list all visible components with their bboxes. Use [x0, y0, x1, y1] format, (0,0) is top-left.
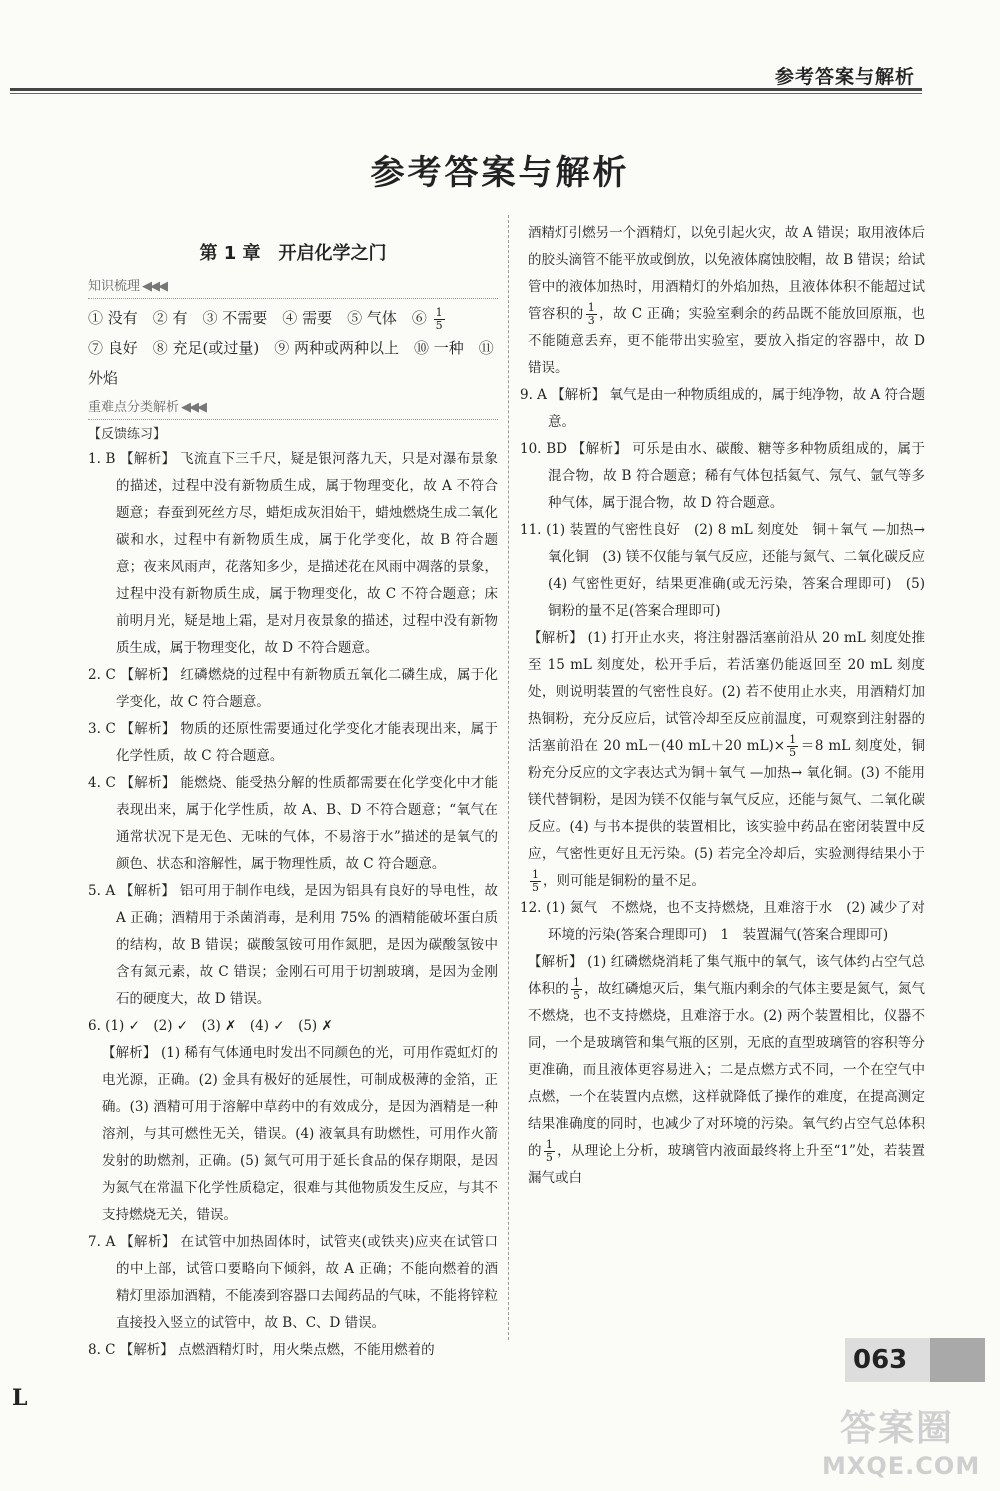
subsection-label: 【反馈练习】	[88, 427, 167, 442]
arrows-icon: ◀◀◀	[181, 400, 206, 415]
running-header: 参考答案与解析	[775, 66, 916, 88]
answer-item: 11. (1) 装置的气密性良好 (2) 8 mL 刻度处 铜＋氧气 —加热→ 氧化铜 (3) 镁不仅能与氧气反应，还能与氮气、二氧化碳反应 (4) 气密性更好，结果更准确(或无污染，答案合理即可) (5) 铜粉的量不足(答案合理即可)	[520, 522, 939, 619]
chapter-title: 第 1 章 开启化学之门	[199, 243, 387, 264]
answer-item: 8. C 【解析】 点燃酒精灯时，用火柴点燃，不能用燃着的	[88, 1342, 435, 1358]
arrows-icon: ◀◀◀	[142, 279, 167, 294]
answer-item: 3. C 【解析】 物质的还原性需要通过化学变化才能表现出来，属于化学性质，故 C 符合题意。	[88, 721, 498, 764]
answer-item: 7. A 【解析】 在试管中加热固体时，试管夹(或铁夹)应夹在试管口的中上部，试管口要略向下倾斜，故 A 正确；不能向燃着的酒精灯里添加酒精，不能凑到容器口去闻药品的气味，不能将锌粒直接投入竖立的试管中，故 B、C、D 错误。	[88, 1234, 498, 1331]
answer-item: 12. (1) 氮气 不燃烧，也不支持燃烧，且难溶于水 (2) 减少了对环境的污染(答案合理即可) 1 装置漏气(答案合理即可)	[520, 900, 925, 943]
fraction: $\frac{1}{3}$	[587, 301, 595, 327]
answer-item: 6. (1) ✓ (2) ✓ (3) ✗ (4) ✓ (5) ✗	[88, 1018, 333, 1034]
fraction: $\frac{1}{5}$	[572, 976, 580, 1002]
page-title: 参考答案与解析	[370, 153, 630, 193]
watermark-logo: 答案圈	[840, 1408, 955, 1449]
fraction: $\frac{1}{5}$	[435, 305, 443, 332]
answer-analysis: 【解析】 (1) 红磷燃烧消耗了集气瓶中的氧气，该气体约占空气总体积的 $\frac{1}{5}$ ，故红磷熄灭后，集气瓶内剩余的气体主要是氮气，氮气不燃烧，也不支持燃烧，且难溶于水。(2) 两个装置相比，仪器不同，一个是玻璃管和集气瓶的区别，无底的直型玻璃管的容积等分更准确，而且液体更容易进入；二是点燃方式不同，一个在空气中点燃，一个在装置内点燃，这样就降低了操作的难度，在提高测定结果准确度的同时，也减少了对环境的污染。氧气约占空气总体积的 $\frac{1}{5}$ ，从理论上分析，玻璃管内液面最终将上升至“1”处，若装置漏气或白	[528, 954, 926, 1186]
page-number-bar	[930, 1338, 985, 1382]
fraction: $\frac{1}{5}$	[532, 868, 539, 894]
section-heading-analysis: 重难点分类解析 ◀◀◀	[88, 397, 498, 420]
answer-item: 10. BD 【解析】 可乐是由水、碳酸、糖等多种物质组成的，属于混合物，故 B 符合题意；稀有气体包括氦气、氖气、氩气等多种气体，属于混合物，故 D 符合题意。	[520, 441, 925, 511]
answer-item: 9. A 【解析】 氧气是由一种物质组成的，属于纯净物，故 A 符合题意。	[520, 387, 925, 430]
answer-item: 2. C 【解析】 红磷燃烧的过程中有新物质五氧化二磷生成，属于化学变化，故 C 符合题意。	[88, 667, 498, 710]
fraction: $\frac{1}{5}$	[789, 733, 797, 759]
answer-item: 4. C 【解析】 能燃烧、能受热分解的性质都需要在化学变化中才能表现出来，属于化学性质，故 A、B、D 不符合题意；“氧气在通常状况下是无色、无味的气体，不易溶于水”描述的是氧气的颜色、状态和溶解性，属于物理性质，故 C 符合题意。	[88, 775, 498, 872]
section-heading-knowledge: 知识梳理 ◀◀◀	[88, 276, 498, 299]
right-column	[520, 220, 939, 1192]
page-number: 063	[853, 1345, 908, 1375]
left-column	[88, 238, 498, 1364]
header-rule	[10, 88, 922, 91]
answer-item: 5. A 【解析】 铝可用于制作电线，是因为铝具有良好的导电性，故 A 正确；酒精用于杀菌消毒，是利用 75% 的酒精能破坏蛋白质的结构，故 B 错误；碳酸氢铵可用作氮肥，是因为碳酸氢铵中含有氮元素，故 C 错误；金刚石可用于切割玻璃，是因为金刚石的硬度大，故 D 错误。	[88, 883, 498, 1007]
fraction: $\frac{1}{5}$	[545, 1138, 553, 1164]
answer-item: 1. B 【解析】 飞流直下三千尺，疑是银河落九天，只是对瀑布景象的描述，过程中没有新物质生成，属于物理变化，故 A 不符合题意；春蚕到死丝方尽，蜡炬成灰泪始干，蜡烛燃烧生成二氧化碳和水，过程中有新物质生成，属于化学变化，故 B 符合题意；夜来风雨声，花落知多少，是描述花在风雨中凋落的景象，过程中没有新物质生成，属于物理变化，故 C 不符合题意；床前明月光，疑是地上霜，是对月夜景象的描述，过程中没有新物质生成，属于物理变化，故 D 不符合题意。	[88, 451, 498, 656]
answer-continuation: 酒精灯引燃另一个酒精灯，以免引起火灾，故 A 错误；取用液体后的胶头滴管不能平放或倒放，以免液体腐蚀胶帽，故 B 错误；给试管中的液体加热时，用酒精灯的外焰加热，且液体体积不能超过试管容积的 $\frac{1}{3}$ ，故 C 正确；实验室剩余的药品既不能放回原瓶，也不能随意丢弃，更不能带出实验室，要放入指定的容器中，故 D 错误。	[528, 225, 925, 376]
answer-analysis: 【解析】 (1) 稀有气体通电时发出不同颜色的光，可用作霓虹灯的电光源，正确。(2) 金具有极好的延展性，可制成极薄的金箔，正确。(3) 酒精可用于溶解中草药中的有效成分，是因为酒精是一种溶剂，与其可燃性无关，错误。(4) 液氧具有助燃性，可用作火箭发射的助燃剂，正确。(5) 氮气可用于延长食品的保存期限，是因为氮气在常温下化学性质稳定，很难与其他物质发生反应，与其不支持燃烧无关，错误。	[102, 1045, 498, 1223]
answer-analysis: 【解析】 (1) 打开止水夹，将注射器活塞前沿从 20 mL 刻度处推至 15 mL 刻度处，松开手后，若活塞仍能返回至 20 mL 刻度处，则说明装置的气密性良好。(2) 若不使用止水夹，用酒精灯加热铜粉，充分反应后，试管冷却至反应前温度，可观察到注射器的活塞前沿在 20 mL－(40 mL＋20 mL)× $\frac{1}{5}$ ＝8 mL 刻度处，铜粉充分反应的文字表达式为铜＋氧气 —加热→ 氧化铜。(3) 不能用镁代替铜粉，是因为镁不仅能与氧气反应，还能与氮气、二氧化碳反应。(4) 与书本提供的装置相比，该实验中药品在密闭装置中反应，气密性更好且无污染。(5) 若完全冷却后，实验测得结果小于 $\frac{1}{5}$ ，则可能是铜粉的量不足。	[528, 630, 925, 894]
column-divider	[508, 215, 509, 1340]
header-rule-thin	[10, 93, 922, 94]
watermark-url: MXQE.COM	[822, 1452, 981, 1480]
corner-mark: L	[12, 1385, 28, 1411]
knowledge-answers: ① 没有 ② 有 ③ 不需要 ④ 需要 ⑤ 气体 ⑥ $\frac{1}{5}$ ⑦ 良好 ⑧ 充足(或过量) ⑨ 两种或两种以上 ⑩ 一种 ⑪ 外焰	[88, 305, 494, 387]
